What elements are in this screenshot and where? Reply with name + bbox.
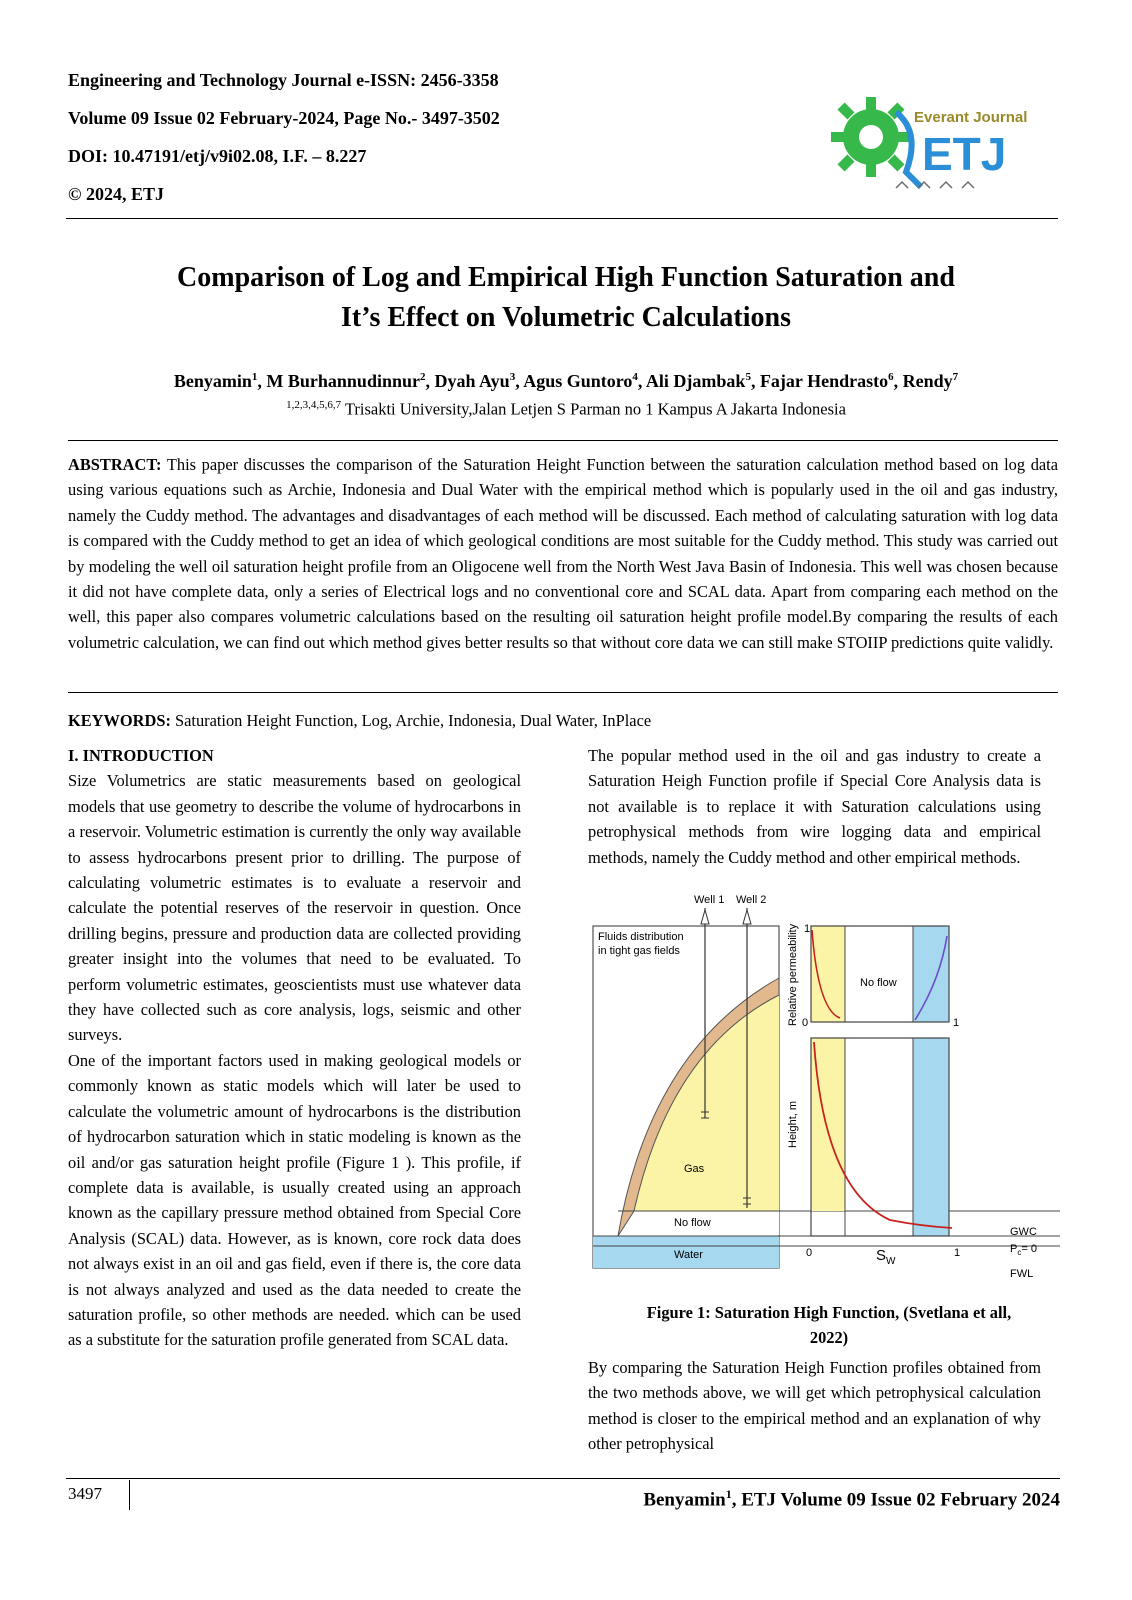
water-label: Water <box>674 1249 703 1261</box>
affiliation-sup: 1,2,3,4,5,6,7 <box>286 399 342 411</box>
footer-separator <box>129 1480 130 1510</box>
page-number: 3497 <box>68 1484 102 1503</box>
author-sup: 6 <box>888 371 894 383</box>
figure-saturation-height <box>590 890 1060 1290</box>
rel-perm-tick-1: 1 <box>804 923 811 935</box>
author-sup: 1 <box>251 371 258 383</box>
footer-author: Benyamin <box>643 1489 726 1511</box>
header-rule <box>66 218 1058 219</box>
footer-author-sup: 1 <box>725 1487 732 1501</box>
volume-issue: Volume 09 Issue 02 February-2024, Page No.- 3497-3502 <box>68 108 500 128</box>
author-sup: 3 <box>509 371 516 383</box>
abstract-text: This paper discusses the comparison of the Saturation Height Function between the saturation calculation method based on log data using various equations such as Archie, Indonesia and Dual Water with the empirical method which is popularly used in the oil and gas industry, namely the Cuddy method. The advantages and disadvantages of each method will be discussed. Each method of calculating saturation with log data is compared with the Cuddy method to get an idea of which geological conditions are most suitable for the Cuddy method. This study was carried out by modeling the well oil saturation height profile from an Oligocene well from the North West Java Basin of Indonesia. This well was chosen because it did not have complete data, only a series of Electrical logs and no conventional core and SCAL data. Apart from comparing each method on the well, this paper also compares volumetric calculations based on the resulting oil saturation height profile model.By comparing the results of each volumetric calculation, we can find out which method gives better results so that without core data we can still make STOIIP predictions quite validly. <box>68 455 1058 652</box>
author-name: Fajar Hendrasto <box>759 371 889 391</box>
author-name: Ali Djambak <box>645 371 746 391</box>
no-flow-top-label: No flow <box>860 977 897 989</box>
doi: DOI: 10.47191/etj/v9i02.08, I.F. – 8.227 <box>68 146 367 166</box>
figure-caption <box>600 1300 1058 1350</box>
logo-text-top: Everant Journal <box>914 109 1028 126</box>
gas-label: Gas <box>684 1163 705 1175</box>
rel-perm-tick-1b: 1 <box>953 1017 960 1029</box>
well-1-label: Well 1 <box>694 894 725 906</box>
footer-rule <box>66 1478 1060 1479</box>
well-2-label: Well 2 <box>736 894 767 906</box>
author-name: Agus Guntoro <box>523 371 633 391</box>
right-paragraph-1: The popular method used in the oil and gas industry to create a Saturation Heigh Function profile if Special Core Analysis data is not available is to replace it with Saturation calculations using petrophysical methods from wire logging data and empirical methods, namely the Cuddy method and other empirical methods. <box>588 746 1041 867</box>
relative-permeability-label: Relative permeability <box>787 923 799 1026</box>
sw-axis-label: $S_W$ <box>876 1247 896 1267</box>
copyright: © 2024, ETJ <box>68 184 164 204</box>
title-line-2: It’s Effect on Volumetric Calculations <box>340 302 792 333</box>
author-name: Rendy <box>902 371 953 391</box>
figure-caption-line-1: Figure 1: Saturation High Function, (Svetlana et all, <box>646 1303 1012 1322</box>
author-list: Benyamin$^1$, M Burhannudinnur$^2$, Dyah Ayu$^3$, Agus Guntoro$^4$, Ali Djambak$^5$, Fajar Hendrasto$^6$, Rendy$^7$ <box>173 371 959 391</box>
fwl-label: FWL <box>1010 1268 1034 1280</box>
abstract <box>68 452 1058 655</box>
journal-name: Engineering and Technology Journal e-ISSN: 2456-3358 <box>68 70 499 90</box>
journal-logo <box>826 92 1056 202</box>
pc-zero-label: $P_c= 0$ <box>1010 1243 1037 1257</box>
figure-caption-line-2: 2022) <box>809 1328 849 1347</box>
author-name: M Burhannudinnur <box>266 371 420 391</box>
logo-text-main: ETJ <box>922 128 1007 180</box>
paper-title <box>66 258 1066 338</box>
title-line-1: Comparison of Log and Empirical High Function Saturation and <box>177 262 955 293</box>
right-column-bottom <box>588 1355 1041 1457</box>
no-flow-label: No flow <box>674 1217 711 1229</box>
sw-axis-1: 1 <box>954 1247 961 1259</box>
affiliation <box>66 394 1066 421</box>
abstract-top-rule <box>68 440 1058 441</box>
abstract-label: ABSTRACT: <box>68 455 162 474</box>
intro-paragraph-2: One of the important factors used in making geological models or commonly known as static models which will later be used to calculate the volumetric amount of hydrocarbons is the distribution of hydrocarbon saturation which in static modeling is known as the oil and/or gas saturation height profile (Figure 1 ). This profile, if complete data is available, is usually created using an approach known as the capillary pressure method obtained from Special Core Analysis (SCAL) data. However, as is known, core rock data does not always exist in an oil and gas field, even if there is, the core data is not always analyzed and used as the data needed to create the saturation profile, so other methods are needed. which can be used as a substitute for the saturation profile generated from SCAL data. <box>68 1050 521 1350</box>
abstract-bottom-rule <box>68 692 1058 693</box>
author-sup: 5 <box>745 371 751 383</box>
author-name: Dyah Ayu <box>434 371 510 391</box>
right-paragraph-2: By comparing the Saturation Heigh Function profiles obtained from the two methods above, we will get which petrophysical calculation method is closer to the empirical method and an explanation of why other petrophysical <box>588 1358 1041 1454</box>
rel-perm-tick-0: 0 <box>802 1017 809 1029</box>
intro-paragraph-1: Size Volumetrics are static measurements based on geological models that use geometry to describe the volume of hydrocarbons in a reservoir. Volumetric estimation is currently the only way available to assess hydrocarbons present prior to drilling. The purpose of calculating volumetric estimates is to evaluate a reservoir and calculate the potential reserves of the reservoir in question. Once drilling begins, pressure and production data are collected providing greater insight into the volumes that need to be evaluated. To perform volumetric estimates, geoscientists must use whatever data they have collected such as core analysis, logs, seismic and other surveys. <box>68 771 521 1045</box>
author-sup: 2 <box>419 371 426 383</box>
keywords-text: Saturation Height Function, Log, Archie, Indonesia, Dual Water, InPlace <box>170 711 652 730</box>
sw-axis-0: 0 <box>806 1247 813 1259</box>
right-column-top <box>588 743 1041 870</box>
footer-journal: , ETJ Volume 09 Issue 02 February 2024 <box>731 1489 1060 1511</box>
footer-citation <box>643 1487 1060 1511</box>
height-label: Height, m <box>787 1100 799 1148</box>
author-sup: 7 <box>952 371 959 383</box>
box-label-2: in tight gas fields <box>598 945 680 957</box>
gwc-label: GWC <box>1010 1226 1037 1238</box>
author-name: Benyamin <box>173 371 252 391</box>
keywords <box>68 710 1058 732</box>
author-sup: 4 <box>632 371 638 383</box>
left-column <box>68 743 521 1353</box>
section-heading-introduction: I. INTRODUCTION <box>68 746 214 765</box>
box-label-1: Fluids distribution <box>598 931 684 943</box>
affiliation-text: Trisakti University,Jalan Letjen S Parman no 1 Kampus A Jakarta Indonesia <box>341 399 846 419</box>
keywords-label: KEYWORDS: <box>68 711 171 730</box>
